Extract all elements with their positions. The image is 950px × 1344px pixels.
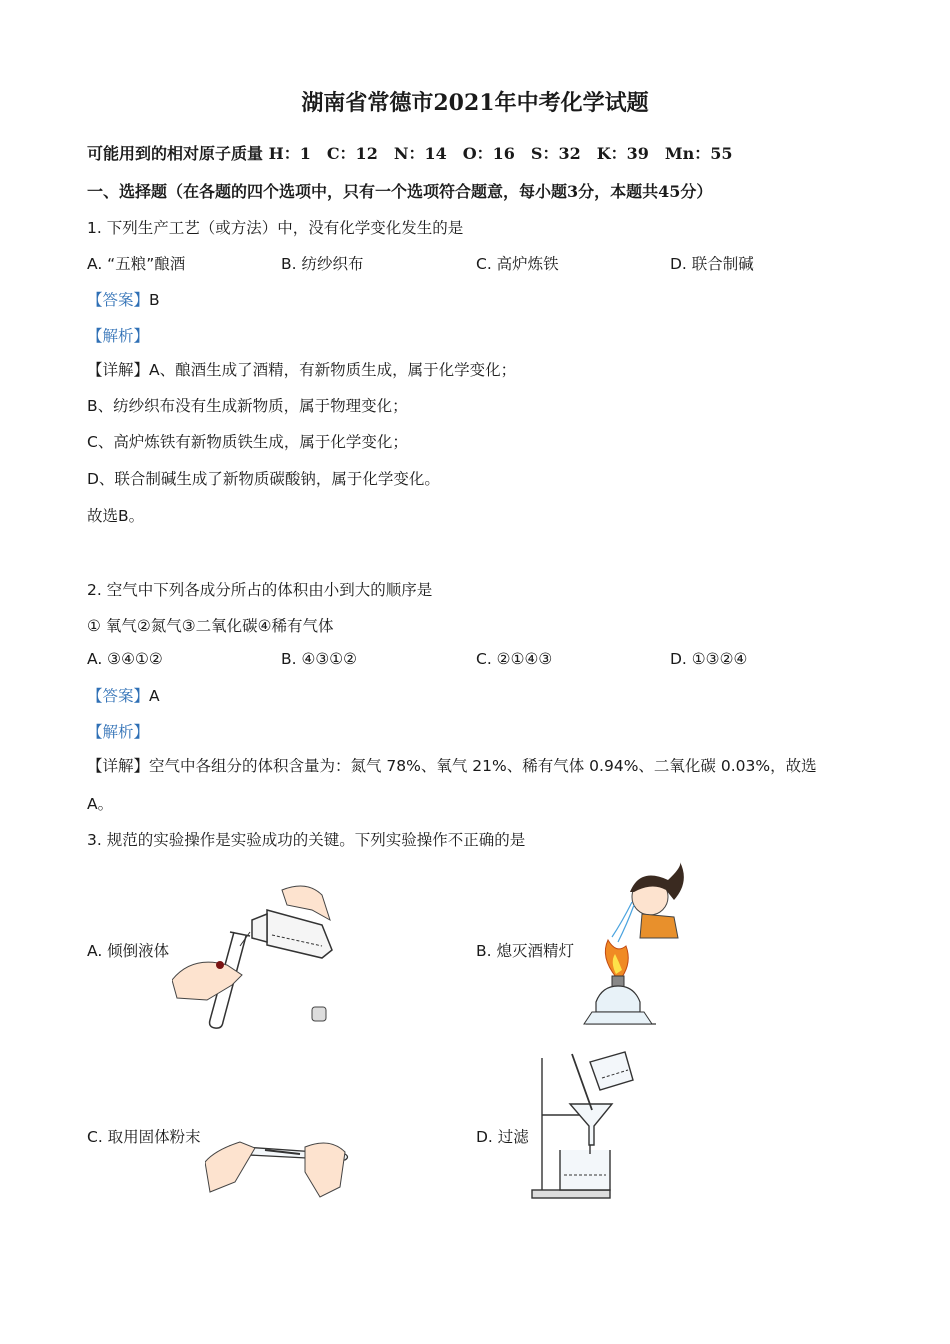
q3-stem: 3. 规范的实验操作是实验成功的关键。下列实验操作不正确的是 [87, 831, 526, 849]
q2-detail-line: A。 [87, 795, 114, 813]
filtration-illustration [530, 1050, 635, 1200]
answer-tag: 【答案】 [87, 291, 150, 309]
q2-answer [87, 685, 160, 707]
answer-tag: 【答案】 [87, 687, 150, 705]
pouring-liquid-illustration [172, 880, 347, 1030]
page-title: 湖南省常德市2021年中考化学试题 [301, 90, 649, 116]
q2-option-c: C. ②①④③ [476, 650, 553, 668]
q1-detail-line: 故选B。 [87, 507, 145, 525]
q1-option-b: B. 纺纱织布 [281, 255, 364, 273]
solid-powder-illustration [205, 1132, 350, 1202]
q2-items: ① 氧气②氮气③二氧化碳④稀有气体 [87, 617, 334, 635]
q1-option-c: C. 高炉炼铁 [476, 255, 559, 273]
q1-detail-line: C、高炉炼铁有新物质铁生成，属于化学变化； [87, 433, 408, 451]
answer-value: A [149, 687, 160, 705]
section-heading: 一、选择题（在各题的四个选项中，只有一个选项符合题意，每小题3分，本题共45分） [87, 182, 713, 201]
q1-answer [87, 289, 160, 311]
q2-option-d: D. ①③②④ [670, 650, 748, 668]
q1-detail-line: B、纺纱织布没有生成新物质，属于物理变化； [87, 397, 408, 415]
q3-option-a: A. 倾倒液体 [87, 942, 170, 960]
q3-option-b: B. 熄灭酒精灯 [476, 942, 574, 960]
q2-stem: 2. 空气中下列各成分所占的体积由小到大的顺序是 [87, 581, 433, 599]
q1-stem: 1. 下列生产工艺（或方法）中，没有化学变化发生的是 [87, 219, 464, 237]
q2-option-b: B. ④③①② [281, 650, 358, 668]
answer-value: B [149, 291, 160, 309]
alcohol-lamp-illustration [582, 862, 690, 1028]
q1-detail-line: 【详解】A、酿酒生成了酒精，有新物质生成，属于化学变化； [87, 361, 517, 379]
q1-detail-line: D、联合制碱生成了新物质碳酸钠，属于化学变化。 [87, 470, 440, 488]
q1-option-a: A. “五粮”酿酒 [87, 255, 186, 273]
q3-option-d: D. 过滤 [476, 1128, 529, 1146]
q1-option-d: D. 联合制碱 [670, 255, 754, 273]
q1-analysis-tag: 【解析】 [87, 327, 150, 345]
atomic-masses: 可能用到的相对原子质量 H：1 C：12 N：14 O：16 S：32 K：39 Mn：55 [87, 144, 733, 163]
q2-option-a: A. ③④①② [87, 650, 163, 668]
q2-analysis-tag: 【解析】 [87, 723, 150, 741]
q3-option-c: C. 取用固体粉末 [87, 1128, 201, 1146]
q2-detail-line: 【详解】空气中各组分的体积含量为：氮气 78%、氧气 21%、稀有气体 0.94%、二氧化碳 0.03%，故选 [87, 757, 817, 775]
